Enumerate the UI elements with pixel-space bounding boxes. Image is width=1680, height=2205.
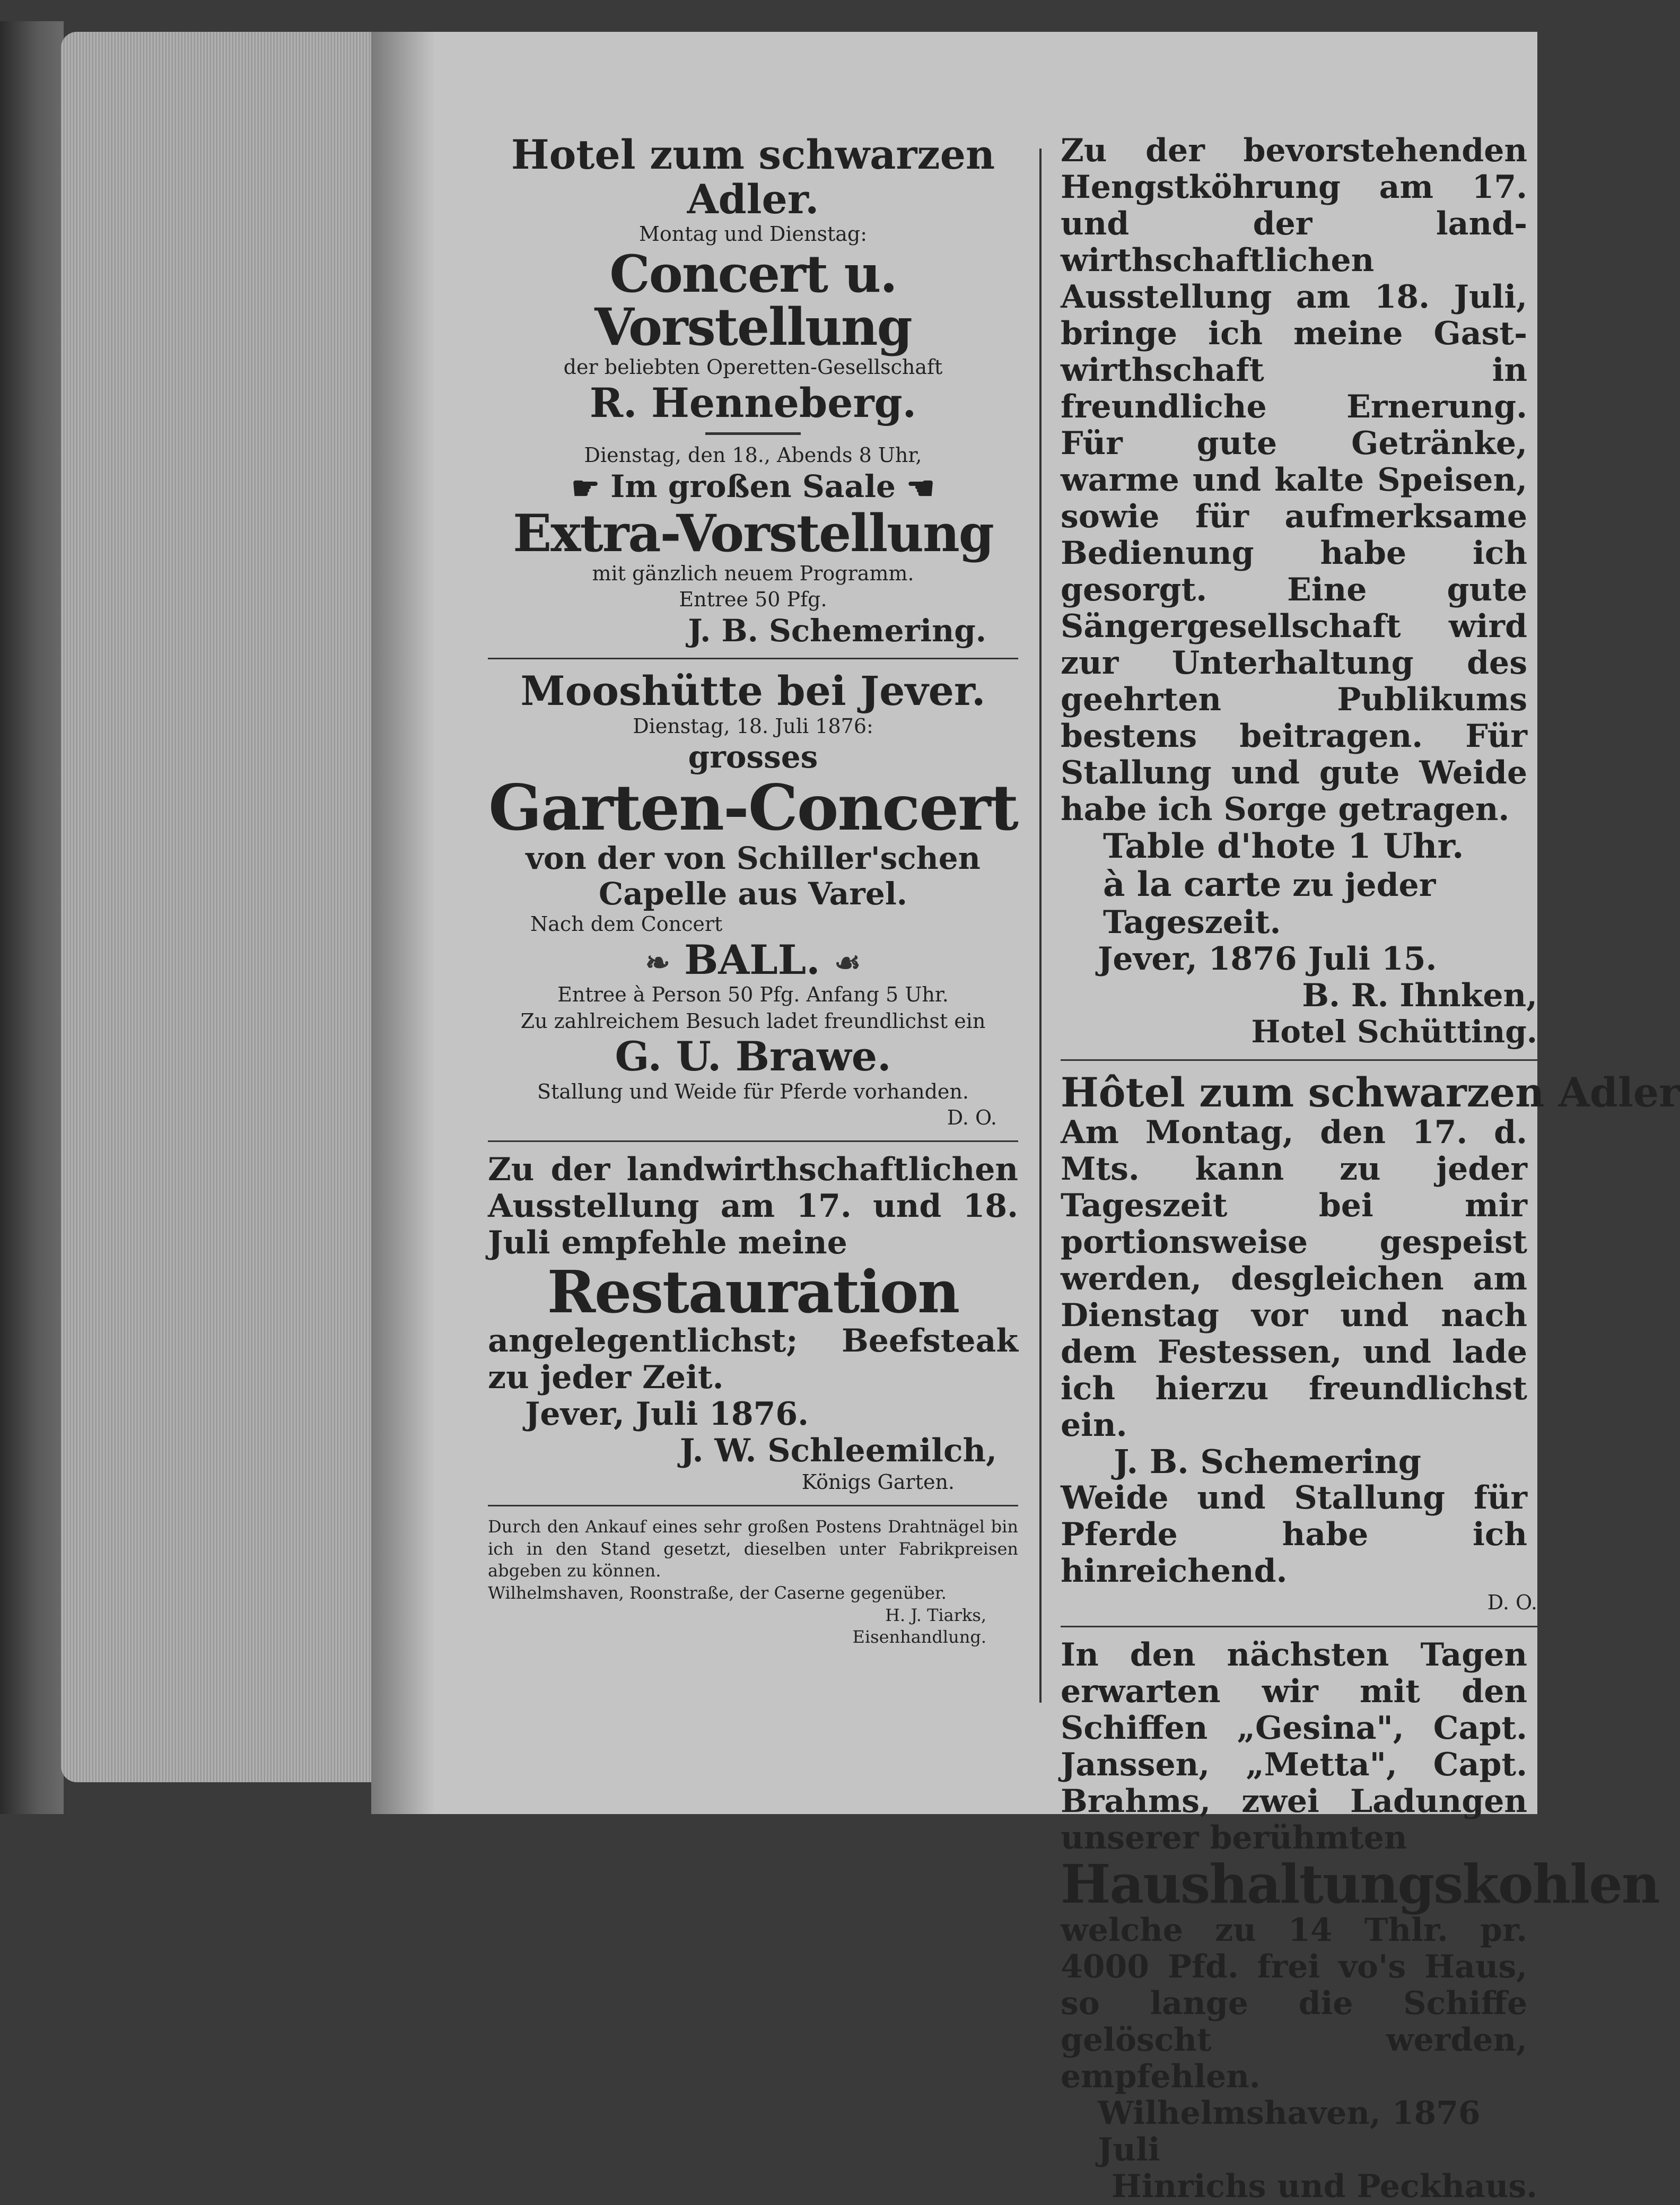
ad-hotel: Hotel Schütting. [1251, 1013, 1537, 1050]
ad-date: Dienstag, den 18., Abends 8 Uhr, [584, 443, 922, 467]
ad-entry: Entree à Person 50 Pfg. Anfang 5 Uhr. [557, 983, 949, 1007]
ad-signature: Hinrichs und Peckhaus. [1112, 2167, 1537, 2205]
ad-company: R. Henneberg. [589, 379, 917, 426]
gutter-shadow [371, 32, 435, 1814]
ad-signature: J. B. Schemering [1114, 1442, 1422, 1481]
ad-carte-a: à la carte [1103, 865, 1282, 905]
ad-divider [1061, 1059, 1537, 1061]
ad-band: von der von Schiller'schen Capelle aus Varel. [526, 840, 981, 912]
ad-carte-line [1061, 865, 1537, 941]
ad-date: Wilhelmshaven, 1876 Juli [1098, 2094, 1481, 2168]
ad-date: Dienstag, 18. Juli 1876: [633, 714, 873, 738]
ad-headline: Concert u. Vorstellung [594, 243, 912, 358]
ad-address: Wilhelmshaven, Roonstraße, der Caserne gegenüber. [488, 1583, 947, 1603]
ad-headline: Haushaltungskohlen [1061, 1852, 1659, 1915]
ad-hall: Im großen Saale [610, 468, 896, 504]
ad-text2: angelegentlichst; Beefsteak zu jeder Zeit. [488, 1322, 1018, 1396]
ad-initials: D. O. [1487, 1591, 1537, 1615]
ad-entry: Entree 50 Pfg. [679, 588, 827, 612]
ad-drahtnaegel [488, 1516, 1018, 1649]
left-column [488, 133, 1018, 1649]
ad-hotel-schuetting [1061, 133, 1537, 1050]
ad-hotel-adler-concert [488, 133, 1018, 648]
ad-text: In den nächsten Tagen erwarten wir mit den Schiffen „Gesina", Capt. Janssen, „Metta", Capt. Brahms, zwei Ladungen unserer berühmten [1061, 1636, 1527, 1857]
ad-divider [488, 1505, 1018, 1506]
ad-stable: Weide und Stallung für Pferde habe ich hinreichend. [1061, 1479, 1527, 1590]
ad-text2: welche zu 14 Thlr. pr. 4000 Pfd. frei vo's Haus, so lange die Schiffe gelöscht werden, empfehlen. [1061, 1911, 1527, 2095]
page-stack [61, 32, 374, 1782]
ad-date: Jever, Juli 1876. [525, 1395, 809, 1433]
right-column [1061, 132, 1680, 2205]
ad-signature: H. J. Tiarks, [885, 1605, 986, 1625]
ad-headline: Garten-Concert [488, 770, 1018, 844]
column-divider [1039, 149, 1042, 1703]
ad-days: Montag und Dienstag: [638, 222, 868, 246]
ad-text: Zu der landwirthschaftlichen Ausstellung am 17. und 18. Juli empfehle meine [488, 1151, 1018, 1262]
ad-restauration [488, 1152, 1018, 1495]
ad-invite: Zu zahlreichem Besuch ladet freundlichst ein [520, 1009, 986, 1033]
ad-hall-line [488, 469, 1018, 508]
ad-title: Hôtel zum schwarzen Adler [1061, 1068, 1680, 1116]
ad-business: Eisenhandlung. [852, 1627, 986, 1648]
ad-signature: B. R. Ihnken, [1302, 977, 1537, 1014]
ad-ball-line [488, 938, 1018, 982]
ad-divider [1061, 1626, 1537, 1627]
ad-title: Hotel zum schwarzen Adler. [511, 131, 995, 223]
ad-subtitle: der beliebten Operetten-Gesellschaft [563, 355, 943, 379]
ad-divider [488, 1140, 1018, 1142]
ad-table-dhote: Table d'hote 1 Uhr. [1103, 826, 1464, 866]
book-edge [0, 21, 64, 1814]
ad-initials: D. O. [947, 1106, 997, 1129]
short-rule [705, 432, 801, 435]
ad-headline: Restauration [547, 1258, 959, 1327]
ad-text: Durch den Ankauf eines sehr großen Postens Drahtnägel bin ich in den Stand gesetzt, dieselben unter Fabrikpreisen abgeben zu können. [488, 1517, 1018, 1581]
ornament-left-icon: ❧ [645, 945, 670, 980]
ad-place: Königs Garten. [801, 1470, 955, 1494]
ad-title: Mooshütte bei Jever. [520, 667, 986, 715]
ad-carte-b: zu jeder Tageszeit. [1103, 867, 1436, 941]
ad-program: mit gänzlich neuem Programm. [592, 561, 914, 585]
ad-date: Jever, 1876 Juli 15. [1098, 940, 1437, 978]
ad-stable: Stallung und Weide für Pferde vorhanden. [537, 1079, 969, 1103]
ad-haushaltungskohlen [1061, 1636, 1659, 2205]
ad-after: Nach dem Concert [530, 912, 723, 936]
ad-divider [488, 658, 1018, 659]
ad-ball: BALL. [684, 936, 820, 983]
ad-extra: Extra-Vorstellung [513, 503, 993, 564]
pointing-hand-right-icon: ☛ [571, 470, 600, 508]
ad-text: Zu der bevorstehenden Hengstköhrung am 17. und der landwirthschaftlichen Ausstellung am 18. Juli, bringe ich meine Gastwirthschaft in freundliche Ernerung. Für gute Getränke, warme und kalte Speisen, sowie für aufmerksame Bedienung habe ich gesorgt. Eine gute Sängergesellschaft wird zur Unterhaltung des geehrten Publikums bestens beitragen. Für Stallung und gute Weide habe ich Sorge getragen. [1061, 132, 1527, 828]
ad-signature: J. W. Schleemilch, [679, 1432, 997, 1469]
ad-signature: J. B. Schemering. [688, 612, 986, 649]
ad-grosses: grosses [688, 739, 818, 775]
ad-mooshuette [488, 669, 1018, 1131]
ad-hotel-adler-portions [1061, 1068, 1680, 1616]
ornament-right-icon: ☙ [834, 945, 861, 980]
ad-host: G. U. Brawe. [615, 1033, 891, 1080]
pointing-hand-left-icon: ☚ [906, 470, 935, 508]
ad-text: Am Montag, den 17. d. Mts. kann zu jeder Tageszeit bei mir portionsweise gespeist werden, desgleichen am Dienstag vor und nach dem Festessen, und lade ich hierzu freundlichst ein. [1061, 1114, 1527, 1444]
